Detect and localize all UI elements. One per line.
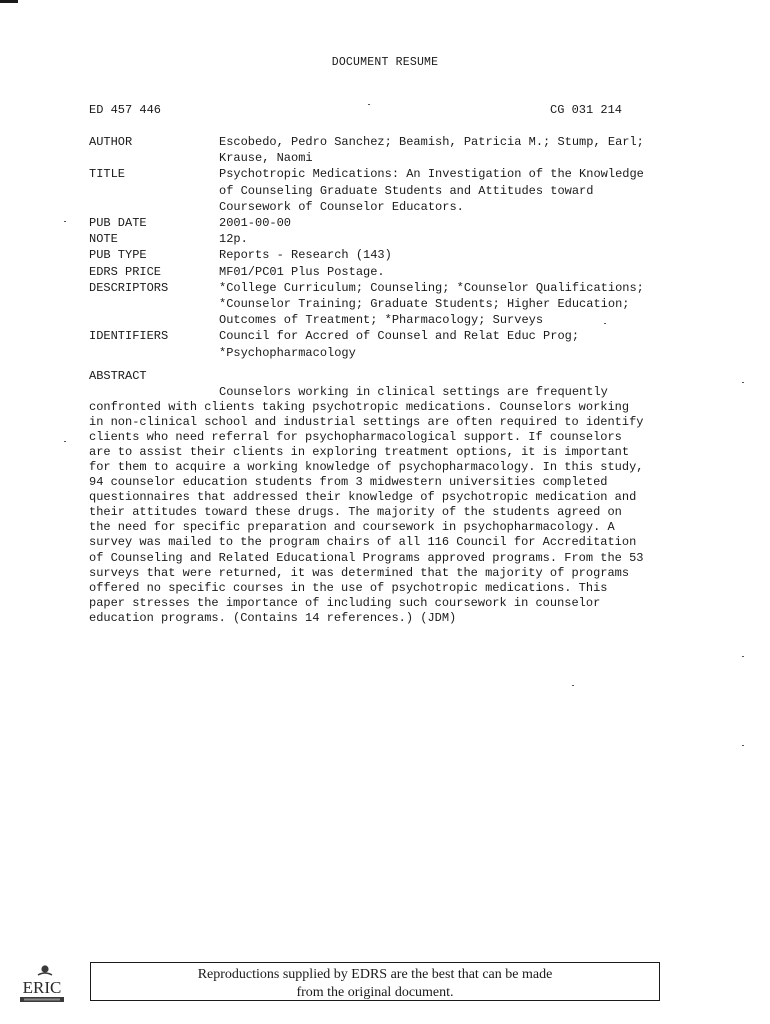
field-label: NOTE [89,232,118,247]
scan-speck [64,221,66,222]
eric-logo-text: ERIC [22,978,62,997]
field-author [89,134,709,166]
abstract-line: questionnaires that addressed their knowledge of psychotropic medication and [89,490,637,505]
field-value-line: Coursework of Counselor Educators. [219,199,464,214]
abstract-line: Counselors working in clinical settings are frequently [219,385,608,399]
field-value-line: 12p. [219,232,248,247]
abstract-line: are to assist their clients in exploring treatment options, it is important [89,445,630,460]
field-value [219,134,709,166]
document-heading: DOCUMENT RESUME [331,56,439,69]
field-value-line: *College Curriculum; Counseling; *Counselor Qualifications; [219,280,644,295]
field-label: AUTHOR [89,135,133,149]
notice-line: Reproductions supplied by EDRS are the best that can be made [197,967,553,982]
abstract-line: of Counseling and Related Educational Programs approved programs. From the 53 [89,550,644,565]
abstract-line: survey was mailed to the program chairs of all 116 Council for Accreditation [89,535,637,550]
field-value-line: of Counseling Graduate Students and Attitudes toward [219,183,594,198]
field-value-line: MF01/PC01 Plus Postage. [219,264,385,279]
field-title [89,166,709,215]
ed-accession-number: ED 457 446 [89,103,162,117]
abstract-line: for them to acquire a working knowledge of psychopharmacology. In this study, [89,460,644,475]
field-value-line: Council for Accred of Counsel and Relat Educ Prog; [219,329,580,344]
field-value [219,247,709,263]
scan-speck [742,656,744,657]
abstract-line: surveys that were returned, it was determined that the majority of programs [89,565,630,580]
abstract-line: the need for specific preparation and coursework in psychopharmacology. A [89,520,615,535]
field-label: TITLE [89,167,126,182]
field-identifiers [89,328,709,360]
field-value-line: *Psychopharmacology [219,345,356,360]
field-value [219,231,709,247]
field-value-line: Psychotropic Medications: An Investigation of the Knowledge [219,167,644,182]
scan-speck [742,382,744,383]
field-descriptors [89,280,709,329]
abstract-line: education programs. (Contains 14 references.) (JDM) [89,610,457,625]
field-edrs-price [89,264,709,280]
field-label: PUB DATE [89,216,147,231]
field-value [219,215,709,231]
field-value-line: *Counselor Training; Graduate Students; Higher Education; [219,297,630,312]
scan-speck [604,323,606,324]
field-value-line: 2001-00-00 [219,216,292,231]
scan-speck [368,104,370,105]
abstract-body [89,385,709,626]
bibliographic-fields [89,134,709,361]
field-value-line: Reports - Research (143) [219,248,392,263]
abstract-line: their attitudes toward these drugs. The majority of the students agreed on [89,505,622,520]
field-value-line: Outcomes of Treatment; *Pharmacology; Surveys [219,313,544,328]
field-label: DESCRIPTORS [89,280,169,295]
scan-corner-mark [0,0,18,3]
abstract-heading: ABSTRACT [89,369,147,383]
field-pub-type [89,247,709,263]
field-label: PUB TYPE [89,248,147,263]
field-value [219,264,709,280]
clearinghouse-number: CG 031 214 [550,103,623,117]
scan-speck [742,745,744,746]
abstract-line: offered no specific courses in the use of psychotropic medications. This [89,580,608,595]
abstract-line: confronted with clients taking psychotropic medications. Counselors working [89,400,630,415]
notice-line: from the original document. [296,985,454,1000]
field-value [219,328,709,360]
abstract-line: in non-clinical school and industrial settings are often required to identify [89,415,644,430]
field-value-line: Escobedo, Pedro Sanchez; Beamish, Patricia M.; Stump, Earl; [219,135,644,149]
field-value [219,166,709,215]
abstract-line: 94 counselor education students from 3 midwestern universities completed [89,475,608,490]
abstract-line: clients who need referral for psychopharmacological support. If counselors [89,430,622,445]
field-value [219,280,709,329]
field-pub-date [89,215,709,231]
field-label: IDENTIFIERS [89,329,169,344]
eric-logo [18,964,66,1004]
scan-speck [64,441,66,442]
scan-speck [572,685,574,686]
abstract-line: paper stresses the importance of including such coursework in counselor [89,595,601,610]
field-note [89,231,709,247]
reproduction-notice [90,962,660,1001]
field-value-line: Krause, Naomi [219,151,313,166]
field-label: EDRS PRICE [89,264,162,279]
